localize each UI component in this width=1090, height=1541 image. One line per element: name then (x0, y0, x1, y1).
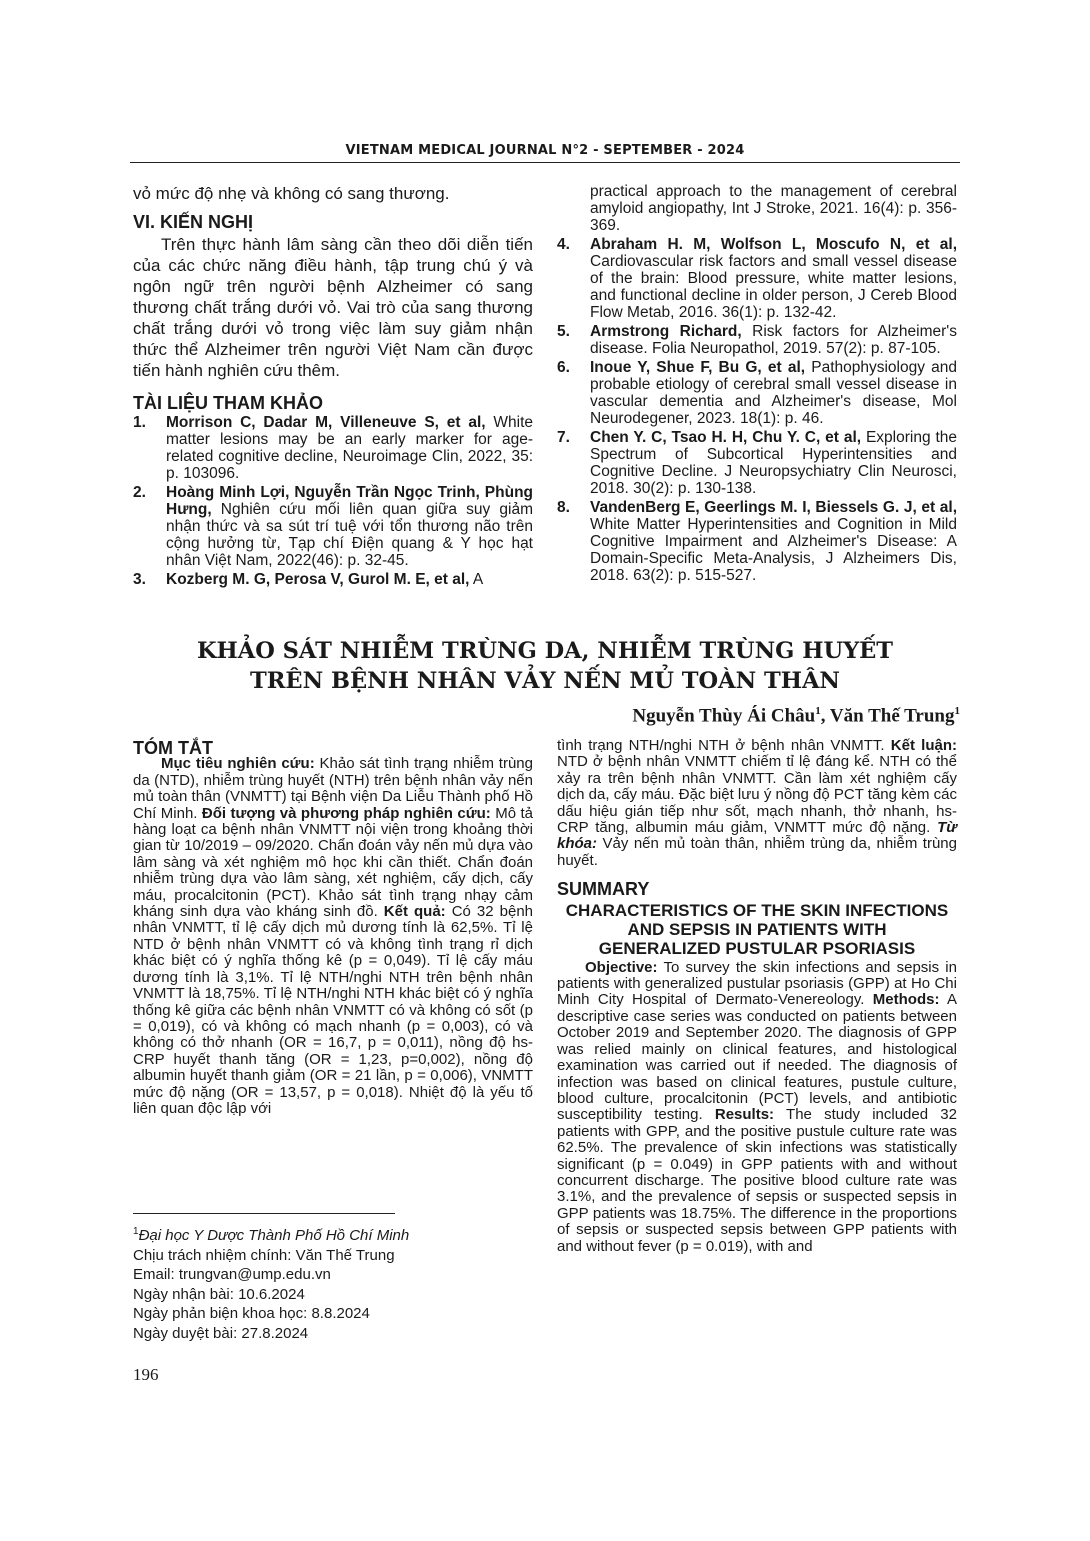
responsible-author: Chịu trách nhiệm chính: Văn Thế Trung (133, 1246, 395, 1264)
accepted-date: Ngày duyệt bài: 27.8.2024 (133, 1324, 309, 1342)
header-rule (130, 162, 960, 163)
summary-subtitle: CHARACTERISTICS OF THE SKIN INFECTIONS AND SEPSIS IN PATIENTS WITH GENERALIZED PUSTULAR PSORIASIS (565, 900, 949, 958)
right-bottom-column (557, 738, 957, 1255)
reference-continuation: practical approach to the management of cerebral amyloid angiopathy, Int J Stroke, 2021. 16(4): p. 356-369. (590, 183, 957, 234)
left-top-column (133, 183, 533, 590)
references-list-right (557, 183, 957, 584)
article-authors (632, 705, 960, 727)
reference-item: 5. Armstrong Richard, Risk factors for Alzheimer's disease. Folia Neuropathol, 2019. 57(2): p. 87-105. (557, 323, 957, 357)
reference-item: 6. Inoue Y, Shue F, Bu G, et al, Pathophysiology and probable etiology of cerebral small vessel disease in vascular dementia and Alzheimer's disease, Mol Neurodegener, 2023. 18(1): p. 46. (557, 359, 957, 427)
abstract-vi (133, 740, 533, 1117)
reference-item: 1. Morrison C, Dadar M, Villeneuve S, et al, White matter lesions may be an early marker for age-related cognitive decline, Neuroimage Clin, 2022, 35: p. 103096. (133, 414, 533, 482)
methods-label-en: Methods: (872, 991, 940, 1009)
received-date: Ngày nhận bài: 10.6.2024 (133, 1285, 305, 1303)
recommendation-text: Trên thực hành lâm sàng cần theo dõi diễn tiến của các chức năng điều hành, tập trung chú ý và ngôn ngữ trên người bệnh Alzheimer có sang thương chất trắng dưới vỏ. Vai trò của sang thương chất trắng dưới vỏ trong việc làm suy giảm nhận thức thể Alzheimer trên người Việt Nam cần được tiến hành nghiên cứu thêm. (133, 235, 533, 380)
page-number: 196 (133, 1365, 159, 1384)
footnote-rule (133, 1213, 395, 1214)
reference-item: 4. Abraham H. M, Wolfson L, Moscufo N, et al, Cardiovascular risk factors and small vessel disease of the brain: Blood pressure, white matter lesions, and functional decline in older person, J Cereb Blood Flow Metab, 2016. 36(1): p. 132-42. (557, 236, 957, 321)
summary-title: SUMMARY (557, 879, 650, 900)
reference-item: 7. Chen Y. C, Tsao H. H, Chu Y. C, et al, Exploring the Spectrum of Subcortical Hyperintensities and Cognitive Decline. J Neuropsychiatry Clin Neurosci, 2018. 30(2): p. 130-138. (557, 429, 957, 497)
continuation-text: vỏ mức độ nhẹ và không có sang thương. (133, 184, 450, 203)
author-affiliation-mark: 1 (954, 705, 960, 717)
author-separator: , (820, 705, 830, 727)
author-affiliation-mark: 1 (815, 705, 821, 717)
reference-item: 2. Hoàng Minh Lợi, Nguyễn Trần Ngọc Trinh, Phùng Hưng, Nghiên cứu mối liên quan giữa suy giảm nhận thức và sa sút trí tuệ với tổn thương não trên cộng hưởng từ, Tạp chí Điện quang & Y học hạt nhân Việt Nam, 2022(46): p. 32-45. (133, 484, 533, 569)
article-title (130, 636, 960, 696)
author-name: Nguyễn Thùy Ái Châu (632, 705, 816, 727)
author-name: Văn Thế Trung (829, 705, 955, 727)
journal-header: VIETNAM MEDICAL JOURNAL N°2 - SEPTEMBER - 2024 (345, 143, 745, 158)
references-title: TÀI LIỆU THAM KHẢO (133, 393, 323, 413)
references-list-left (133, 414, 533, 588)
abstract-title: TÓM TẮT (133, 738, 213, 758)
results-label: Kết quả: (383, 903, 446, 921)
objective-label: Mục tiêu nghiên cứu: (161, 755, 315, 773)
results-label-en: Results: (714, 1106, 775, 1124)
affiliation-footnote: $^1$Đại học Y Dược Thành Phố Hồ Chí Minh (133, 1226, 410, 1244)
right-top-column (557, 183, 957, 586)
article-title-line2: TRÊN BỆNH NHÂN VẢY NẾN MỦ TOÀN THÂN (249, 668, 840, 694)
keywords-label: Từ khóa: (557, 819, 957, 853)
objective-label-en: Objective: (585, 958, 658, 976)
abstract-body: Mục tiêu nghiên cứu: Khảo sát tình trạng nhiễm trùng da (NTD), nhiễm trùng huyết (NTH) trên bệnh nhân vảy nến mủ toàn thân (VNMTT) tại Bệnh viện Da Liễu Thành phố Hồ Chí Minh. Đối tượng và phương pháp nghiên cứu: Mô tả hàng loạt ca bệnh nhân VNMTT nội viện trong khoảng thời gian từ 10/2019 – 09/2020. Chẩn đoán vảy nến mủ dựa vào lâm sàng và xét nghiệm mô học khi cần thiết. Chẩn đoán nhiễm trùng dựa vào lâm sàng, xét nghiệm, cấy dịch, cấy máu, procalcitonin (PCT). Khảo sát tình trạng nhạy cảm kháng sinh dựa vào kháng sinh đồ. Kết quả: Có 32 bệnh nhân VNMTT, tỉ lệ cấy dịch mủ dương tính là 62,5%. Tỉ lệ NTD ở bệnh nhân VNMTT có và không tình trạng rỉ dịch khác biệt có ý nghĩa thống kê (p = 0,049). Tỉ lệ cấy máu dương tính là 3,1%. Tỉ lệ NTH/nghi NTH trên bệnh nhân VNMTT là 18,75%. Tỉ lệ NTH/nghi NTH khác biệt có ý nghĩa thống kê giữa các bệnh nhân VNMTT có và không có sốt (p = 0,019), có và không có mạch nhanh (p = 0,003), có và không có thở nhanh (OR = 16,7, p = 0,011), nồng độ hs-CRP huyết thanh tăng (OR = 1,23, p=0,002), nồng độ albumin huyết thanh giảm (OR = 21 lần, p = 0,006), VNMTT mức độ nặng (OR = 13,57, p = 0,018). Nhiệt độ là yếu tố liên quan độc lập với (133, 755, 534, 1117)
review-date: Ngày phản biện khoa học: 8.8.2024 (133, 1305, 370, 1322)
conclusion-label: Kết luận: (890, 737, 958, 754)
methods-label: Đối tượng và phương pháp nghiên cứu: (201, 804, 491, 822)
reference-item: 8. VandenBerg E, Geerlings M. I, Biessels G. J, et al, White Matter Hyperintensities and Cognition in Mild Cognitive Impairment and Alzheimer's Disease: A Domain-Specific Meta-Analysis, J Alzheimers Dis, 2018. 63(2): p. 515-527. (557, 499, 957, 584)
footnotes (133, 1222, 533, 1343)
abstract-continuation: tình trạng NTH/nghi NTH ở bệnh nhân VNMTT. Kết luận: NTD ở bệnh nhân VNMTT chiếm tỉ lệ đáng kể. NTH có thể xảy ra trên bệnh nhân VNMTT. Cần làm xét nghiệm cấy dịch da, cấy máu. Đặc biệt lưu ý nồng độ PCT tăng kèm các dấu hiệu gián tiếp như sốt, mạch nhanh, thở nhanh, hs-CRP tăng, albumin máu giảm, VNMTT mức độ nặng. Từ khóa: Vảy nến mủ toàn thân, nhiễm trùng da, nhiễm trùng huyết. (557, 737, 958, 869)
contact-email: Email: trungvan@ump.edu.vn (133, 1266, 331, 1283)
article-title-line1: KHẢO SÁT NHIỄM TRÙNG DA, NHIỄM TRÙNG HUYẾT (196, 638, 894, 664)
reference-item: 3. Kozberg M. G, Perosa V, Gurol M. E, et al, A (133, 571, 484, 588)
summary-body: Objective: To survey the skin infections and sepsis in patients with generalized pustular psoriasis (GPP) at Ho Chi Minh City Hospital of Dermato-Venereology. Methods: A descriptive case series was conducted on patients between October 2019 and September 2020. The diagnosis of GPP was relied mainly on clinical features, and histological examination was carried out if needed. The diagnosis of infection was based on clinical features, pustule culture, blood culture, procalcitonin (PCT) levels, and antibiotic susceptibility testing. Results: The study included 32 patients with GPP, and the positive pustule culture rate was 62.5%. The prevalence of skin infections was statistically significant (p = 0.049) in GPP patients with and without concurrent discharge. The positive blood culture rate was 3.1%, and the prevalence of sepsis or suspected sepsis in GPP patients was 18.75%. The difference in the proportions of sepsis or suspected sepsis between GPP patients with and without fever (p = 0.019), with and (557, 958, 957, 1255)
section-title-recommendation: VI. KIẾN NGHỊ (133, 212, 254, 232)
